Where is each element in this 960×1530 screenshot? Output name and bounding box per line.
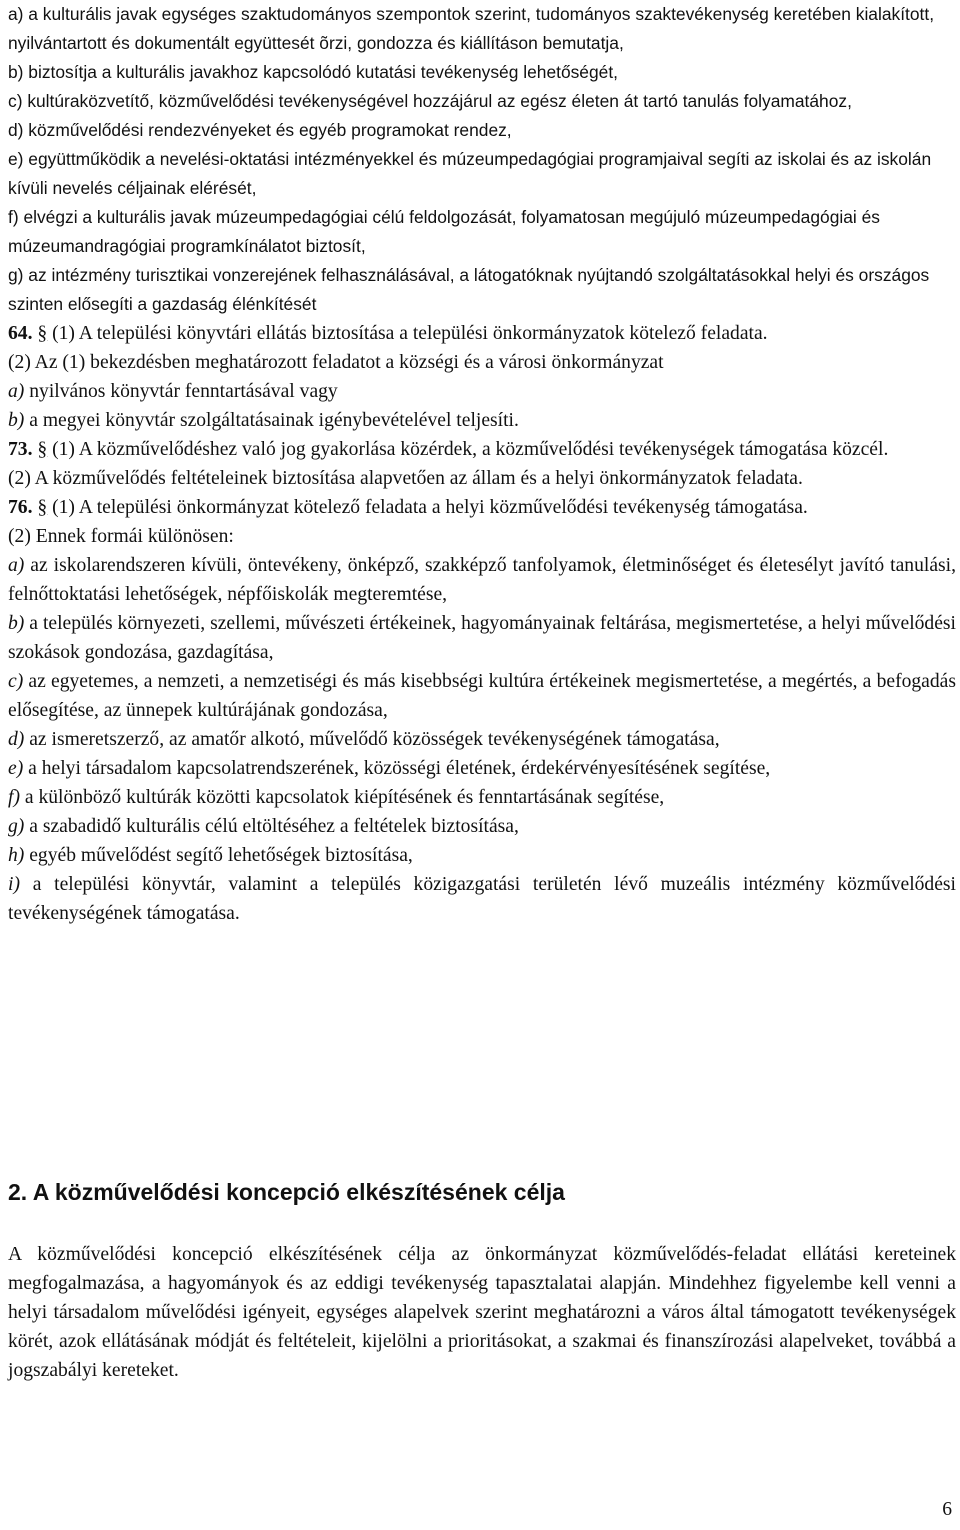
list-item — [8, 754, 956, 783]
item-letter: d) — [8, 729, 25, 750]
item-letter: b) — [8, 410, 25, 431]
document-page — [8, 0, 956, 928]
paragraph-73-1 — [8, 435, 956, 464]
section-symbol: § — [37, 497, 48, 518]
paragraph-73-2: (2) A közművelődés feltételeinek biztosítása alapvetően az állam és a helyi önkormányzatok feladata. — [8, 468, 803, 489]
paragraph-text: (1) A települési könyvtári ellátás biztosítása a települési önkormányzatok kötelező feladata. — [47, 323, 768, 344]
item-letter: g) — [8, 816, 25, 837]
item-letter: a) — [8, 555, 25, 576]
paragraph-64-1 — [8, 319, 956, 348]
list-item — [8, 841, 956, 870]
item-text: nyilvános könyvtár fenntartásával vagy — [24, 381, 338, 402]
item-letter: h) — [8, 845, 25, 866]
list-item — [8, 551, 956, 609]
page-number: 6 — [942, 1499, 952, 1520]
item-text: az ismeretszerző, az amatőr alkotó, művelődő közösségek tevékenységének támogatása, — [24, 729, 720, 750]
paragraph-text: (1) A települési önkormányzat kötelező feladata a helyi közművelődési tevékenység támogatása. — [47, 497, 808, 518]
list-item: f) elvégzi a kulturális javak múzeumpedagógiai célú feldolgozását, folyamatosan megújuló múzeumpedagógiai és múzeumandragógiai programkínálatot biztosít, — [8, 207, 880, 256]
list-item: c) kultúraközvetítő, közművelődési tevékenységével hozzájárul az egész életen át tartó tanulás folyamatához, — [8, 91, 852, 111]
item-text: az iskolarendszeren kívüli, öntevékeny, önképző, szakképző tanfolyamok, életminőséget és életesélyt javító tanulási, felnőttoktatási lehetőségek, népfőiskolák megteremtése, — [8, 555, 956, 605]
list-item — [8, 667, 956, 725]
item-letter: i) — [8, 874, 20, 895]
section-number: 76. — [8, 497, 33, 518]
section-number: 64. — [8, 323, 33, 344]
item-text: az egyetemes, a nemzeti, a nemzetiségi és más kisebbségi kultúra értékeinek megismertetése, a megértés, a befogadás elősegítése, az ünnepek kultúrájának gondozása, — [8, 671, 956, 721]
list-item — [8, 870, 956, 928]
item-letter: e) — [8, 758, 24, 779]
list-item — [8, 812, 956, 841]
item-text: egyéb művelődést segítő lehetőségek biztosítása, — [24, 845, 413, 866]
item-text: a különböző kultúrák közötti kapcsolatok kiépítésének és fenntartásának segítése, — [19, 787, 665, 808]
list-item: d) közművelődési rendezvényeket és egyéb programokat rendez, — [8, 120, 512, 140]
section-heading: 2. A közművelődési koncepció elkészítésének célja — [8, 1179, 565, 1205]
item-letter: c) — [8, 671, 24, 692]
item-letter: b) — [8, 613, 25, 634]
section-symbol: § — [37, 439, 48, 460]
list-item — [8, 609, 956, 667]
list-item: a) a kulturális javak egységes szaktudományos szempontok szerint, tudományos szaktevékenység keretében kialakított, nyilvántartott és dokumentált együttesét õrzi, gondozza és kiállításon bemutatja, — [8, 4, 935, 53]
list-item — [8, 377, 956, 406]
section-76 — [8, 493, 956, 928]
paragraph-text: (1) A közművelődéshez való jog gyakorlása közérdek, a közművelődési tevékenységek támogatása közcél. — [47, 439, 889, 460]
list-item — [8, 725, 956, 754]
item-text: a település környezeti, szellemi, művészeti értékeinek, hagyományainak feltárása, megismertetése, a helyi művelődési szokások gondozása, gazdagítása, — [8, 613, 956, 663]
paragraph-64-2: (2) Az (1) bekezdésben meghatározott feladatot a községi és a városi önkormányzat — [8, 352, 664, 373]
paragraph-76-1 — [8, 493, 956, 522]
list-item: b) biztosítja a kulturális javakhoz kapcsolódó kutatási tevékenység lehetőségét, — [8, 62, 618, 82]
paragraph-76-2: (2) Ennek formái különösen: — [8, 526, 234, 547]
museum-duties-list — [8, 0, 956, 319]
item-letter: f) — [8, 787, 20, 808]
section-64 — [8, 319, 956, 435]
section-73 — [8, 435, 956, 493]
item-text: a szabadidő kulturális célú eltöltéséhez a feltételek biztosítása, — [24, 816, 519, 837]
section-body-paragraph: A közművelődési koncepció elkészítésének célja az önkormányzat közművelődés-feladat ellátási kereteinek megfogalmazása, a hagyományok és az eddigi tevékenység tapasztalatai alapján. Mindehhez figyelembe kell venni a helyi társadalom művelődési igényeit, egységes alapelvek szerint meghatározni a város által támogatott tevékenységek körét, azok ellátásának módját és feltételeit, kijelölni a prioritásokat, a szakmai és finanszírozási alapelveket, továbbá a jogszabályi kereteket. — [8, 1244, 956, 1381]
list-item — [8, 783, 956, 812]
item-letter: a) — [8, 381, 25, 402]
list-item: e) együttműködik a nevelési-oktatási intézményekkel és múzeumpedagógiai programjaival segíti az iskolai és az iskolán kívüli nevelés céljainak elérését, — [8, 149, 932, 198]
item-text: a megyei könyvtár szolgáltatásainak igénybevételével teljesíti. — [24, 410, 519, 431]
item-text: a települési könyvtár, valamint a település közigazgatási területén lévő muzeális intézmény közművelődési tevékenységének támogatása. — [8, 874, 956, 924]
item-text: a helyi társadalom kapcsolatrendszerének, közösségi életének, érdekérvényesítésének segítése, — [23, 758, 771, 779]
section-number: 73. — [8, 439, 33, 460]
list-item: g) az intézmény turisztikai vonzerejének felhasználásával, a látogatóknak nyújtandó szolgáltatásokkal helyi és országos szinten elősegíti a gazdaság élénkítését — [8, 265, 930, 314]
list-item — [8, 406, 956, 435]
section-symbol: § — [37, 323, 48, 344]
